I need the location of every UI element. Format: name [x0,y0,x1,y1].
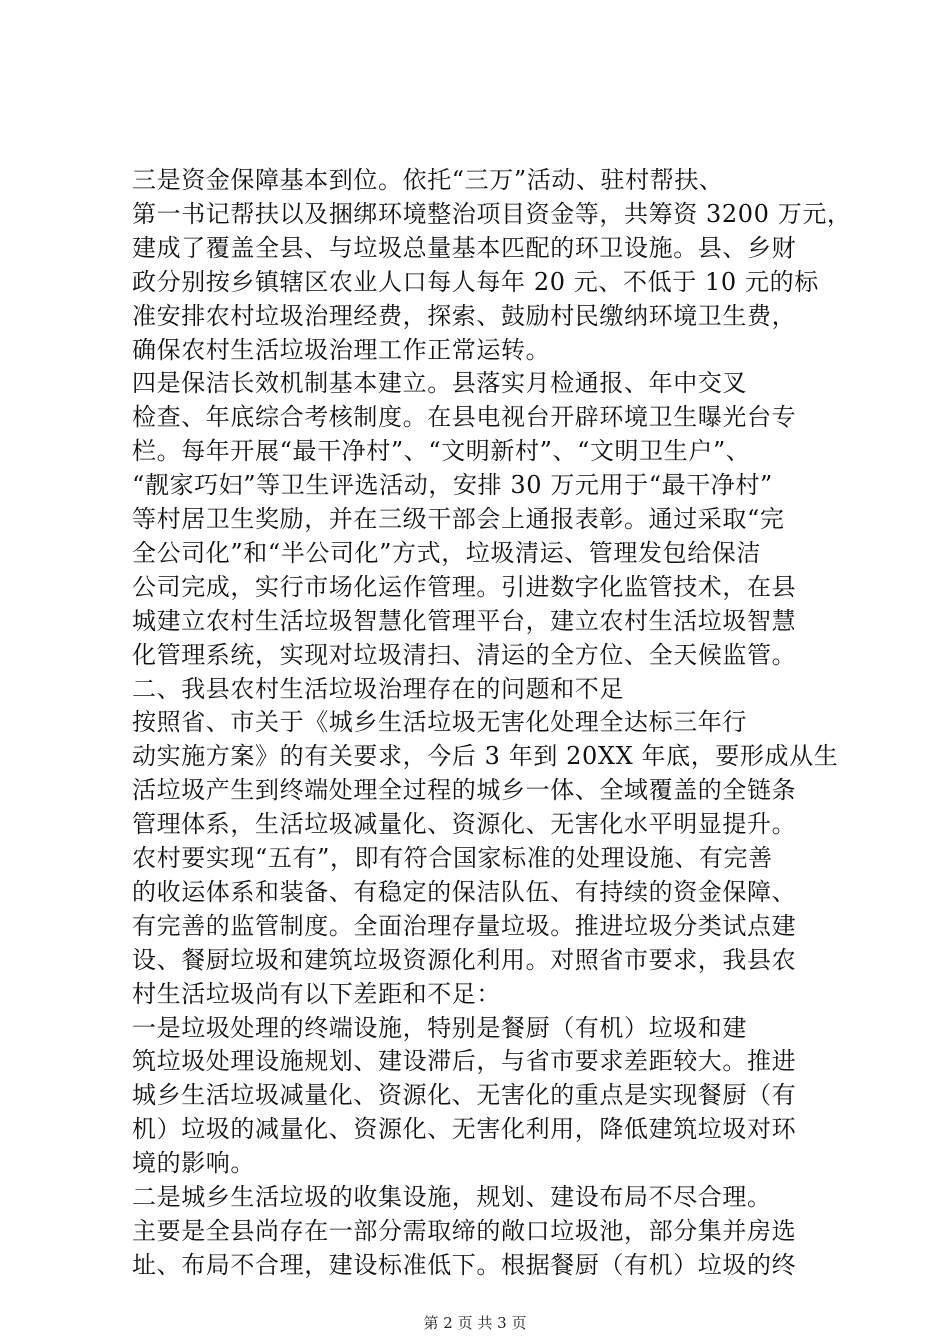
text-line: 栏。每年开展“最干净村”、“文明新村”、“文明卫生户”、 [132,437,751,466]
text-line: 城建立农村生活垃圾智慧化管理平台，建立农村生活垃圾智慧 [132,606,797,635]
text-line: 全公司化”和“半公司化”方式，垃圾清运、管理发包给保洁 [132,538,762,567]
text-line: 准安排农村垃圾治理经费，探索、鼓励村民缴纳环境卫生费， [132,301,797,330]
text-line: 一是垃圾处理的终端设施，特别是餐厨（有机）垃圾和建 [132,1013,747,1042]
page-footer: 第 2 页 共 3 页 [423,1314,527,1332]
text-line: “靓家巧妇”等卫生评选活动，安排 30 万元用于“最干净村” [132,471,773,500]
text-line: 二是城乡生活垃圾的收集设施，规划、建设布局不尽合理。 [132,1183,772,1211]
text-line: 设、餐厨垃圾和建筑垃圾资源化利用。对照省市要求，我县农 [132,945,797,974]
text-line: 公司完成，实行市场化运作管理。引进数字化监管技术，在县 [132,572,797,601]
text-line: 三是资金保障基本到位。依托“三万”活动、驻村帮扶、 [132,166,724,194]
text-line: 确保农村生活垃圾治理工作正常运转。 [132,335,551,364]
text-line: 有完善的监管制度。全面治理存量垃圾。推进垃圾分类试点建 [132,911,797,940]
text-line: 境的影响。 [132,1149,255,1178]
text-line: 筑垃圾处理设施规划、建设滞后，与省市要求差距较大。推进 [132,1047,797,1076]
text-line: 农村要实现“五有”，即有符合国家标准的处理设施、有完善 [132,844,773,872]
text-line: 政分别按乡镇辖区农业人口每人每年 20 元、不低于 10 元的标 [132,267,819,296]
text-line: 四是保洁长效机制基本建立。县落实月检通报、年中交叉 [132,369,747,398]
text-line: 主要是全县尚存在一部分需取缔的敞口垃圾池，部分集并房选 [132,1216,797,1245]
text-line: 活垃圾产生到终端处理全过程的城乡一体、全域覆盖的全链条 [132,776,797,805]
text-line: 址、布局不合理，建设标准低下。根据餐厨（有机）垃圾的终 [132,1250,797,1279]
text-line: 村生活垃圾尚有以下差距和不足： [132,979,501,1008]
text-line: 动实施方案》的有关要求，今后 3 年到 20XX 年底，要形成从生 [132,742,839,771]
text-line: 的收运体系和装备、有稳定的保洁队伍、有持续的资金保障、 [132,877,797,906]
text-line: 第一书记帮扶以及捆绑环境整治项目资金等，共筹资 3200 万元， [132,199,852,228]
text-line: 检查、年底综合考核制度。在县电视台开辟环境卫生曝光台专 [132,403,797,432]
text-line: 建成了覆盖全县、与垃圾总量基本匹配的环卫设施。县、乡财 [132,233,797,262]
text-line: 管理体系，生活垃圾减量化、资源化、无害化水平明显提升。 [132,810,797,839]
text-line: 按照省、市关于《城乡生活垃圾无害化处理全达标三年行 [132,708,747,737]
section-heading: 二、我县农村生活垃圾治理存在的问题和不足 [132,674,624,703]
text-line: 等村居卫生奖励，并在三级干部会上通报表彰。通过采取“完 [132,505,785,533]
text-line: 机）垃圾的减量化、资源化、无害化利用，降低建筑垃圾对环 [132,1115,797,1144]
text-line: 化管理系统，实现对垃圾清扫、清运的全方位、全天候监管。 [132,640,797,669]
text-line: 城乡生活垃圾减量化、资源化、无害化的重点是实现餐厨（有 [132,1081,797,1110]
